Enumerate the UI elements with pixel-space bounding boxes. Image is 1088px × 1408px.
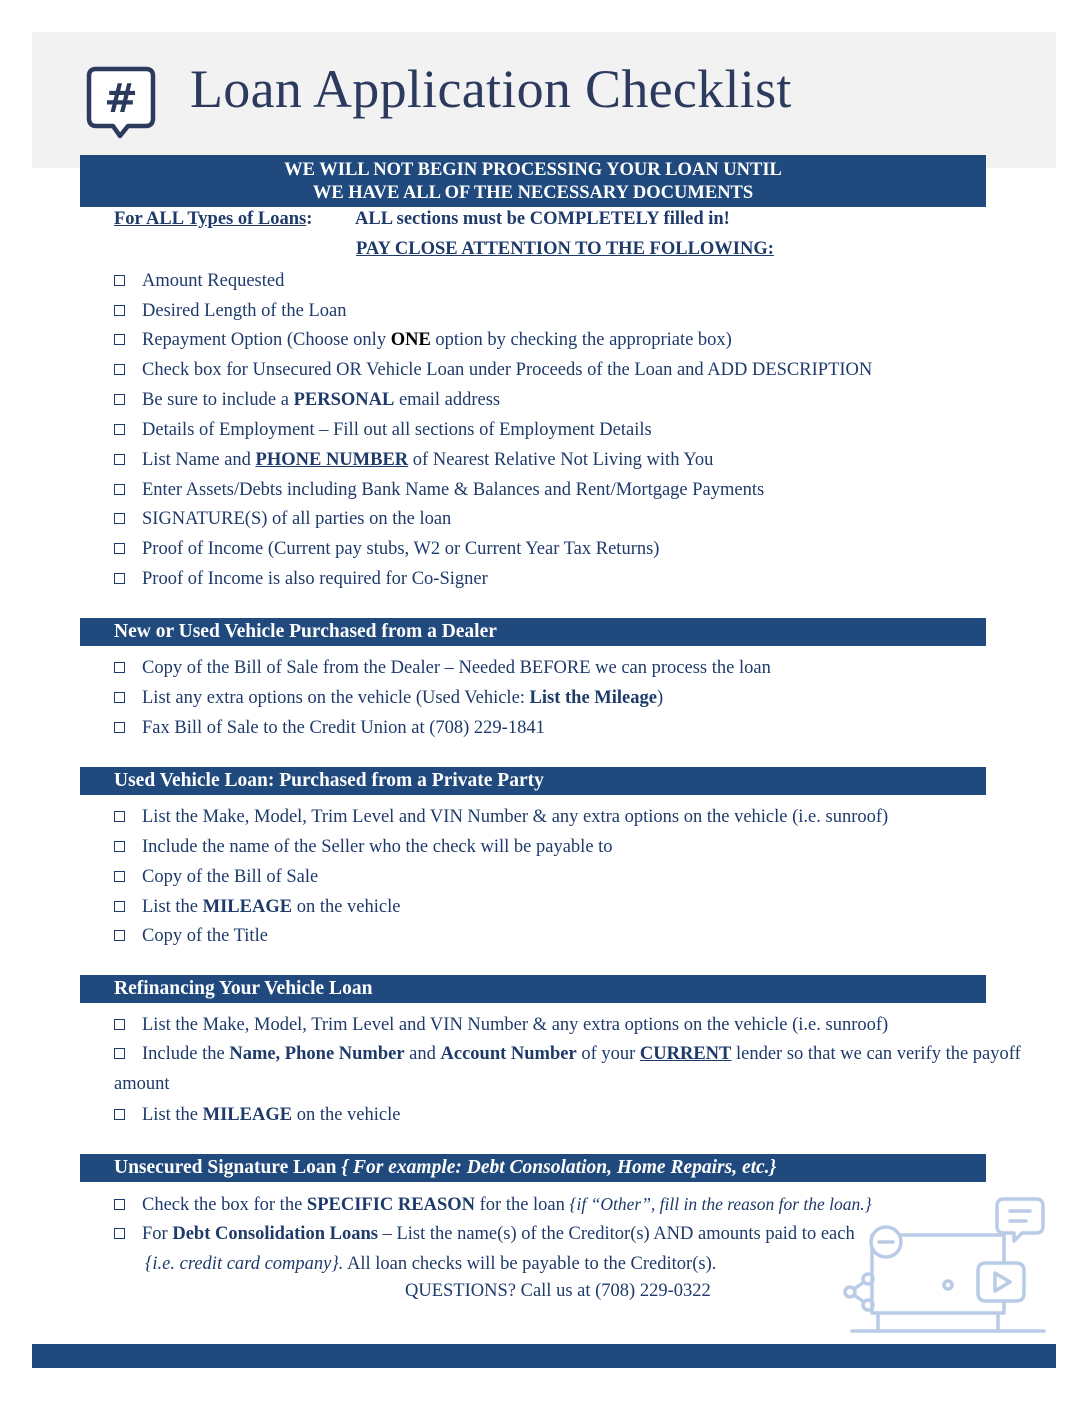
banner-line-2: WE HAVE ALL OF THE NECESSARY DOCUMENTS [312, 183, 754, 203]
checkbox[interactable] [114, 722, 125, 733]
section-heading-private-party: Used Vehicle Loan: Purchased from a Private Party [80, 767, 986, 795]
list-item: For Debt Consolidation Loans – List the name(s) of the Creditor(s) AND amounts paid to each [114, 1223, 855, 1245]
section-heading-refinance: Refinancing Your Vehicle Loan [80, 975, 986, 1003]
checkbox[interactable] [114, 573, 125, 584]
checkbox[interactable] [114, 1199, 125, 1210]
footer-bar [32, 1344, 1056, 1368]
section-heading-unsecured: Unsecured Signature Loan { For example: Debt Consolation, Home Repairs, etc.} [80, 1154, 986, 1182]
list-item: Check the box for the SPECIFIC REASON for the loan {if “Other”, fill in the reason for the loan.} [114, 1193, 872, 1216]
checkbox[interactable] [114, 811, 125, 822]
page-title: Loan Application Checklist [190, 59, 792, 119]
checkbox[interactable] [114, 394, 125, 405]
all-loans-note: ALL sections must be COMPLETELY filled in! [355, 209, 730, 229]
list-item: List Name and PHONE NUMBER of Nearest Relative Not Living with You [114, 449, 713, 471]
all-loans-label: For ALL Types of Loans [114, 209, 307, 229]
laptop-chat-illustration-icon [838, 1195, 1050, 1337]
attention-heading: PAY CLOSE ATTENTION TO THE FOLLOWING: [356, 239, 774, 259]
processing-banner [80, 155, 986, 207]
checkbox[interactable] [114, 1228, 125, 1239]
checkbox[interactable] [114, 662, 125, 673]
list-item: Proof of Income (Current pay stubs, W2 or Current Year Tax Returns) [114, 538, 659, 560]
checkbox[interactable] [114, 334, 125, 345]
checkbox[interactable] [114, 484, 125, 495]
section-heading-dealer: New or Used Vehicle Purchased from a Dealer [80, 618, 986, 646]
checkbox[interactable] [114, 424, 125, 435]
checkbox[interactable] [114, 1019, 125, 1030]
checkbox[interactable] [114, 901, 125, 912]
checkbox[interactable] [114, 871, 125, 882]
list-item: List the Make, Model, Trim Level and VIN Number & any extra options on the vehicle (i.e. sunroof) [114, 806, 888, 828]
list-item: Copy of the Title [114, 925, 268, 947]
checkbox[interactable] [114, 1048, 125, 1059]
list-item-continuation: {i.e. credit card company}. All loan checks will be payable to the Creditor(s). [145, 1254, 717, 1274]
list-item: Include the Name, Phone Number and Account Number of your CURRENT lender so that we can verify the payoff amount [114, 1044, 1021, 1094]
list-item: Include the name of the Seller who the check will be payable to [114, 836, 613, 858]
list-item: Amount Requested [114, 270, 284, 292]
all-loans-intro: For ALL Types of Loans: [114, 209, 313, 229]
checkbox[interactable] [114, 305, 125, 316]
list-item: List the MILEAGE on the vehicle [114, 896, 400, 918]
banner-line-1: WE WILL NOT BEGIN PROCESSING YOUR LOAN UNTIL [284, 160, 782, 180]
list-item: List the MILEAGE on the vehicle [114, 1104, 400, 1126]
list-item: Details of Employment – Fill out all sections of Employment Details [114, 419, 652, 441]
checkbox[interactable] [114, 692, 125, 703]
list-item: Copy of the Bill of Sale from the Dealer – Needed BEFORE we can process the loan [114, 657, 771, 679]
list-item: Fax Bill of Sale to the Credit Union at (708) 229-1841 [114, 717, 545, 739]
checkbox[interactable] [114, 454, 125, 465]
svg-text:#: # [104, 76, 138, 122]
list-item: Copy of the Bill of Sale [114, 866, 318, 888]
list-item: Enter Assets/Debts including Bank Name & Balances and Rent/Mortgage Payments [114, 479, 764, 501]
list-item: Be sure to include a PERSONAL email address [114, 389, 500, 411]
checkbox[interactable] [114, 364, 125, 375]
checkbox[interactable] [114, 1109, 125, 1120]
checkbox[interactable] [114, 543, 125, 554]
list-item: Repayment Option (Choose only ONE option by checking the appropriate box) [114, 329, 732, 351]
checkbox[interactable] [114, 930, 125, 941]
checkbox[interactable] [114, 513, 125, 524]
checkbox[interactable] [114, 841, 125, 852]
list-item: List any extra options on the vehicle (Used Vehicle: List the Mileage) [114, 687, 663, 709]
hashtag-chat-icon [86, 66, 156, 142]
list-item: Desired Length of the Loan [114, 300, 346, 322]
list-item: Check box for Unsecured OR Vehicle Loan under Proceeds of the Loan and ADD DESCRIPTION [114, 359, 872, 381]
list-item: SIGNATURE(S) of all parties on the loan [114, 508, 451, 530]
list-item: Proof of Income is also required for Co-Signer [114, 568, 488, 590]
list-item: List the Make, Model, Trim Level and VIN Number & any extra options on the vehicle (i.e. sunroof) [114, 1014, 888, 1036]
checkbox[interactable] [114, 275, 125, 286]
questions-contact: QUESTIONS? Call us at (708) 229-0322 [405, 1281, 711, 1301]
